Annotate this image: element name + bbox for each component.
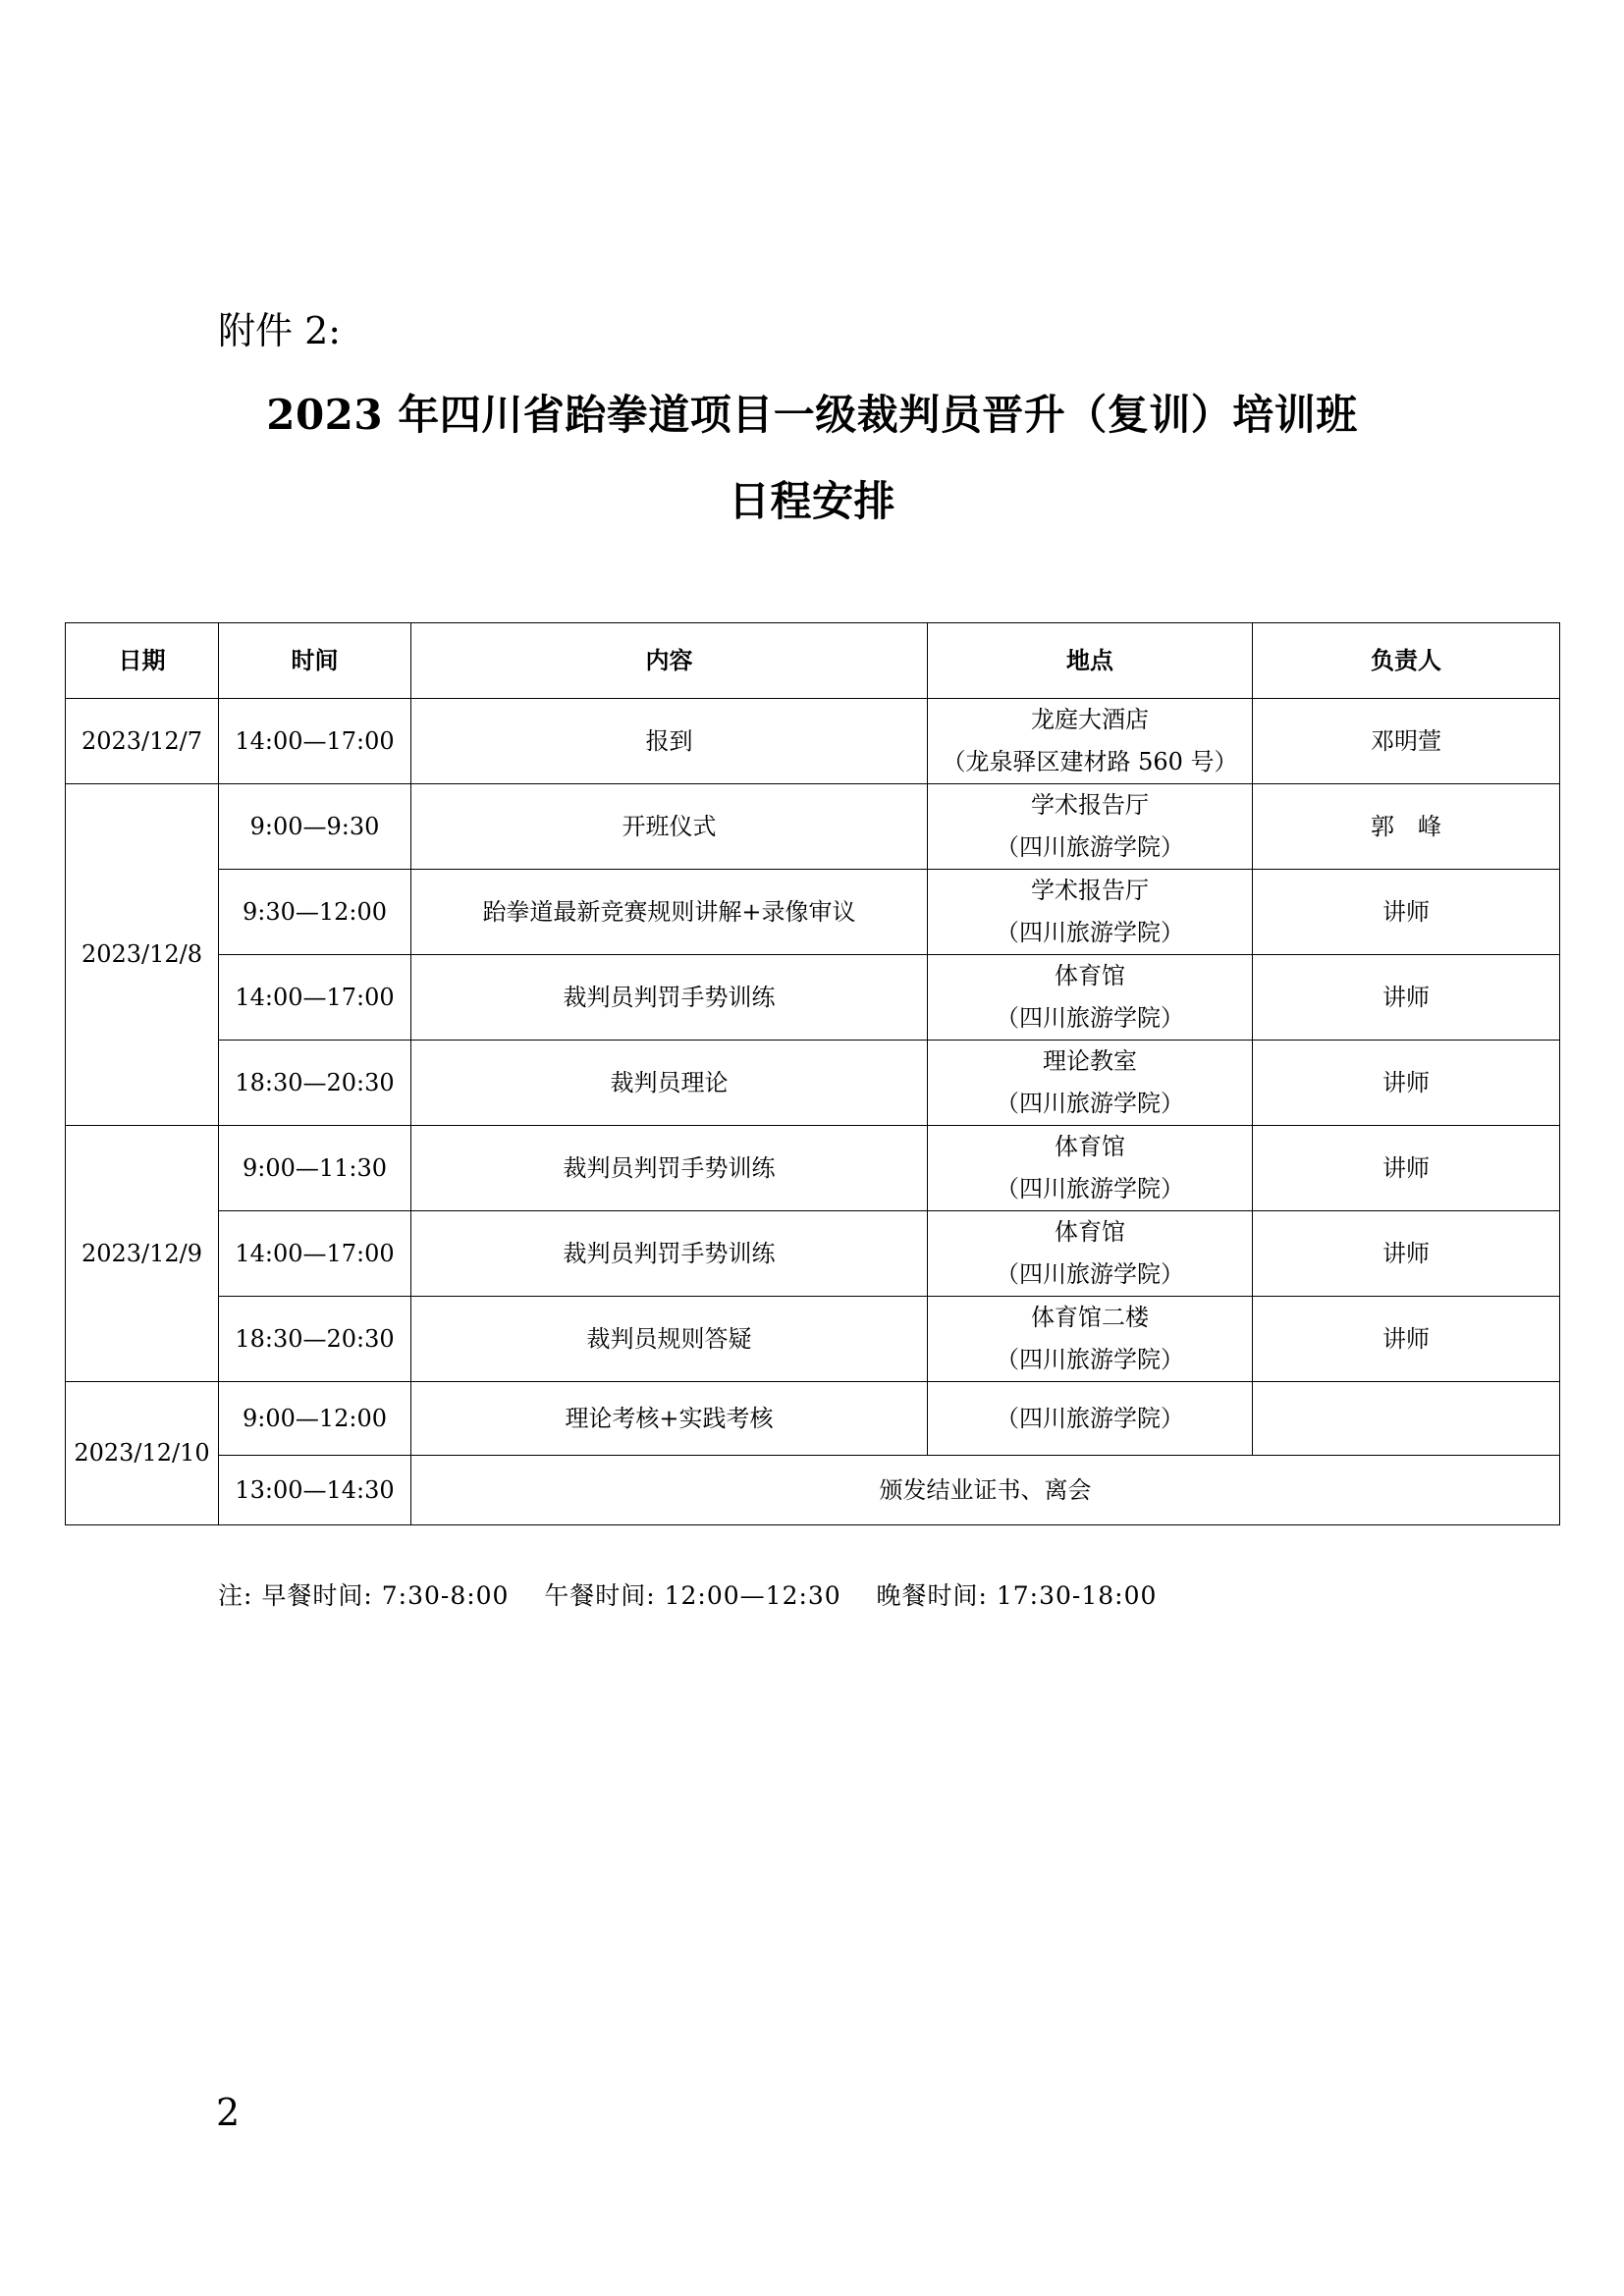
place-detail: （四川旅游学院） <box>996 1175 1184 1202</box>
place-name: 体育馆 <box>1055 1133 1125 1160</box>
meal-time-note: 注: 早餐时间: 7:30-8:00 午餐时间: 12:00—12:30 晚餐时间: 17:30-18:00 <box>218 1581 1158 1610</box>
person-cell: 讲师 <box>1253 1297 1560 1382</box>
table-row <box>66 1297 1560 1382</box>
place-name: 龙庭大酒店 <box>1031 706 1149 733</box>
document-title: 2023 年四川省跆拳道项目一级裁判员晋升（复训）培训班 <box>266 391 1358 439</box>
time-cell: 9:30—12:00 <box>219 870 411 955</box>
date-cell: 2023/12/9 <box>66 1126 219 1382</box>
place-cell <box>928 870 1253 955</box>
time-cell: 9:00—12:00 <box>219 1382 411 1456</box>
table-row <box>66 1456 1560 1525</box>
place-name: 体育馆 <box>1055 962 1125 989</box>
person-cell: 讲师 <box>1253 1041 1560 1126</box>
content-cell: 理论考核+实践考核 <box>411 1382 928 1456</box>
place-name: 体育馆二楼 <box>1031 1304 1149 1331</box>
place-detail: （四川旅游学院） <box>996 1004 1184 1032</box>
person-cell: 讲师 <box>1253 955 1560 1041</box>
content-cell: 裁判员判罚手势训练 <box>411 955 928 1041</box>
place-cell <box>928 1126 1253 1211</box>
table-row <box>66 955 1560 1041</box>
content-cell: 报到 <box>411 699 928 784</box>
header-time: 时间 <box>219 623 411 699</box>
table-row <box>66 784 1560 870</box>
date-cell: 2023/12/7 <box>66 699 219 784</box>
person-cell: 邓明萱 <box>1253 699 1560 784</box>
place-detail: （四川旅游学院） <box>996 919 1184 946</box>
content-cell: 颁发结业证书、离会 <box>411 1456 1560 1525</box>
table-row <box>66 1126 1560 1211</box>
place-cell <box>928 1297 1253 1382</box>
table-row <box>66 1211 1560 1297</box>
header-content: 内容 <box>411 623 928 699</box>
content-cell: 跆拳道最新竞赛规则讲解+录像审议 <box>411 870 928 955</box>
table-row <box>66 870 1560 955</box>
place-name: 理论教室 <box>1043 1047 1137 1075</box>
header-place: 地点 <box>928 623 1253 699</box>
table-row <box>66 699 1560 784</box>
place-cell <box>928 1041 1253 1126</box>
person-cell: 讲师 <box>1253 870 1560 955</box>
time-cell: 14:00—17:00 <box>219 1211 411 1297</box>
content-cell: 裁判员判罚手势训练 <box>411 1126 928 1211</box>
place-cell <box>928 955 1253 1041</box>
person-cell: 讲师 <box>1253 1211 1560 1297</box>
place-detail: （四川旅游学院） <box>996 833 1184 861</box>
place-detail: （四川旅游学院） <box>996 1260 1184 1288</box>
attachment-label: 附件 2: <box>218 309 342 352</box>
place-cell: （四川旅游学院） <box>928 1382 1253 1456</box>
content-cell: 裁判员规则答疑 <box>411 1297 928 1382</box>
content-cell: 开班仪式 <box>411 784 928 870</box>
page-number: 2 <box>216 2091 241 2134</box>
content-cell: 裁判员判罚手势训练 <box>411 1211 928 1297</box>
person-cell: 讲师 <box>1253 1126 1560 1211</box>
time-cell: 14:00—17:00 <box>219 955 411 1041</box>
place-cell <box>928 699 1253 784</box>
table-header-row <box>66 623 1560 699</box>
place-name: 学术报告厅 <box>1031 791 1149 819</box>
schedule-table <box>65 622 1560 1525</box>
person-cell: 郭 峰 <box>1253 784 1560 870</box>
time-cell: 9:00—9:30 <box>219 784 411 870</box>
header-person: 负责人 <box>1253 623 1560 699</box>
place-detail: （龙泉驿区建材路 560 号） <box>942 748 1238 775</box>
place-name: 学术报告厅 <box>1031 877 1149 904</box>
place-name: 体育馆 <box>1055 1218 1125 1246</box>
time-cell: 14:00—17:00 <box>219 699 411 784</box>
date-cell: 2023/12/10 <box>66 1382 219 1525</box>
time-cell: 18:30—20:30 <box>219 1297 411 1382</box>
place-cell <box>928 1211 1253 1297</box>
time-cell: 18:30—20:30 <box>219 1041 411 1126</box>
table-row <box>66 1041 1560 1126</box>
place-detail: （四川旅游学院） <box>996 1090 1184 1117</box>
time-cell: 13:00—14:30 <box>219 1456 411 1525</box>
person-cell <box>1253 1382 1560 1456</box>
table-row <box>66 1382 1560 1456</box>
document-subtitle: 日程安排 <box>728 477 895 525</box>
place-detail: （四川旅游学院） <box>996 1346 1184 1373</box>
time-cell: 9:00—11:30 <box>219 1126 411 1211</box>
header-date: 日期 <box>66 623 219 699</box>
place-cell <box>928 784 1253 870</box>
date-cell: 2023/12/8 <box>66 784 219 1126</box>
content-cell: 裁判员理论 <box>411 1041 928 1126</box>
